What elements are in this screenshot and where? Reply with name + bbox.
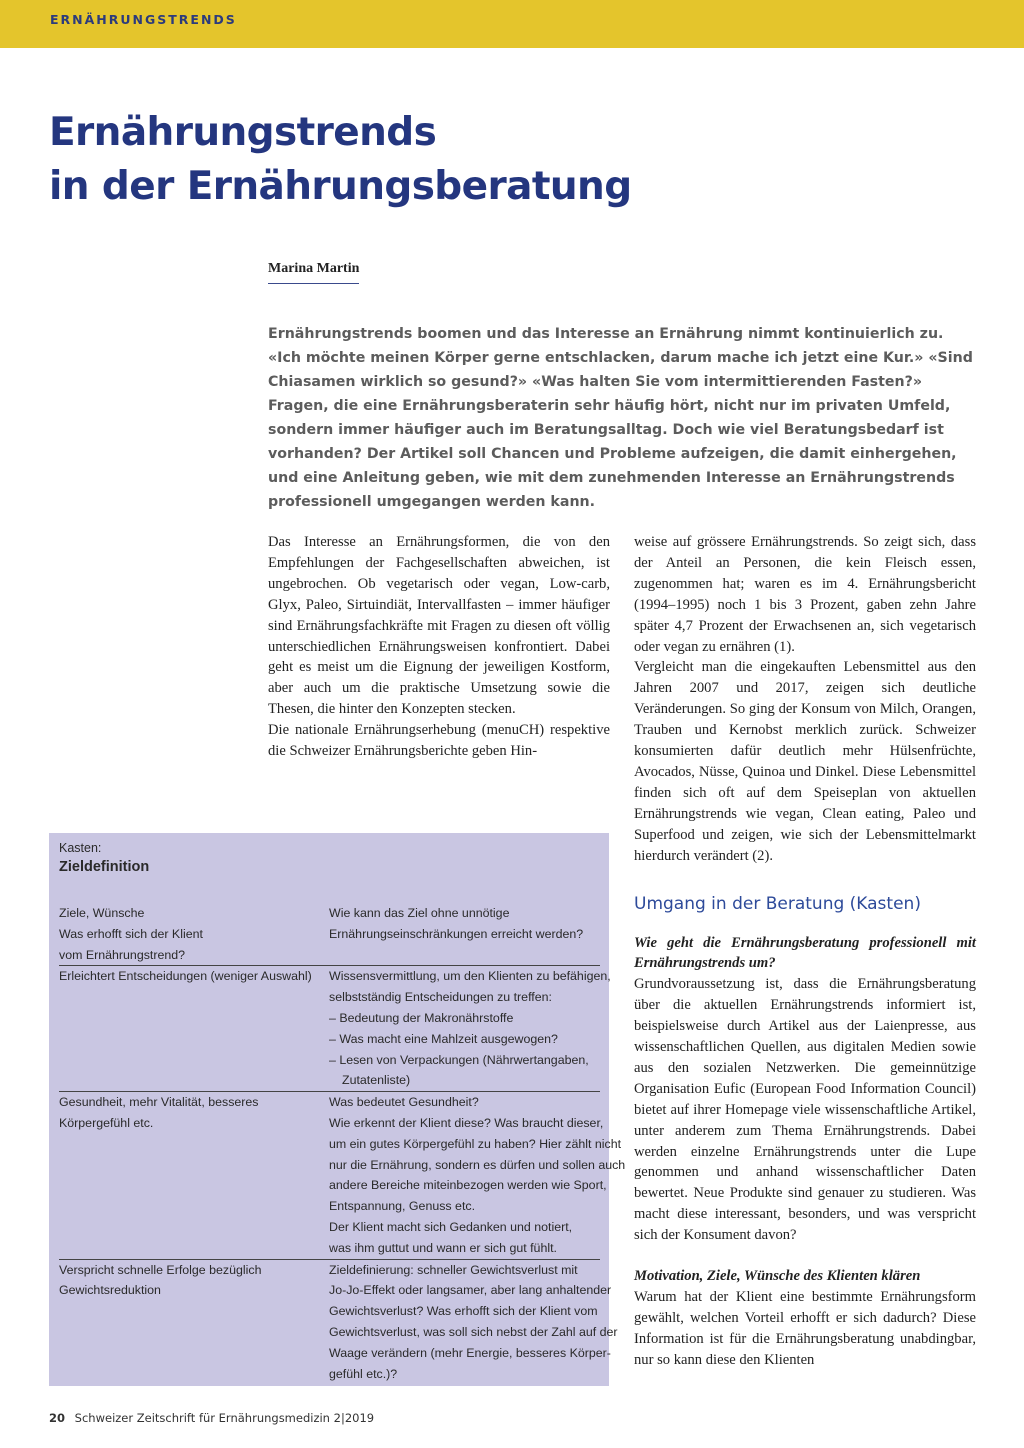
table-cell: Verspricht schnelle Erfolge bezüglich Gewichtsreduktion — [59, 1262, 262, 1298]
title-line-2: in der Ernährungsberatung — [49, 164, 632, 209]
box-title: Zieldefinition — [59, 859, 150, 875]
title-line-1: Ernährungstrends — [49, 110, 437, 155]
right-column — [634, 532, 976, 1371]
body-paragraph: Warum hat der Klient eine bestimmte Ernährungsform gewählt, welchen Vorteil erhofft er sich dadurch? Diese Information ist für die Ernährungsberatung unabdingbar, nur so kann diese den Klienten — [634, 1289, 976, 1368]
left-column — [268, 532, 610, 762]
top-banner — [0, 0, 1024, 48]
journal-name: Schweizer Zeitschrift für Ernährungsmedizin 2|2019 — [74, 1411, 375, 1425]
subheading: Motivation, Ziele, Wünsche des Klienten klären — [634, 1268, 921, 1285]
table-cell: Gesundheit, mehr Vitalität, besseres Körpergefühl etc. — [59, 1095, 259, 1130]
list-item: – Lesen von Verpackungen (Nährwertangaben, Zutatenliste) — [329, 1052, 589, 1088]
table-cell: Zieldefinierung: schneller Gewichtsverlust mit Jo-Jo-Effekt oder langsamer, aber lang anhaltender Gewichtsverlust? Was erhofft sich der Klient vom Gewichtsverlust, was soll sich nebst der Zahl auf der Waage verändern (mehr Energie, besseres Körper- gefühl etc.)? — [329, 1262, 618, 1381]
body-paragraph: Die nationale Ernährungserhebung (menuCH) respektive die Schweizer Ernährungsberichte geben Hin- — [268, 722, 610, 760]
table-row — [59, 966, 611, 1092]
author-name: Marina Martin — [268, 261, 359, 284]
body-paragraph: Vergleicht man die eingekauften Lebensmittel aus den Jahren 2007 und 2017, zeigen sich deutliche Veränderungen. So ging der Konsum von Milch, Orangen, Trauben und Kernobst merklich zurück. Schweizer konsumierten dafür deutlich mehr Hülsenfrüchte, Avocados, Nüsse, Quinoa und Dinkel. Diese Lebensmittel finden sich oft auf dem Speiseplan von aktuellen Ernährungstrends wie vegan, Clean eating, Paleo und Superfood und zeigen, wie sich der Lebensmittelmarkt hierdurch verändert (2). — [634, 659, 976, 864]
table-header-row — [59, 903, 600, 966]
body-paragraph: weise auf grössere Ernährungstrends. So zeigt sich, dass der Anteil an Personen, die kein Fleisch essen, zugenommen hat; waren es im 4. Ernährungsbericht (1994–1995) noch 1 bis 3 Prozent, gaben zehn Jahre später 4,7 Prozent der Erwachsenen an, sich vegetarisch oder vegan zu ernähren (1). — [634, 534, 976, 655]
article-title — [49, 106, 632, 214]
body-paragraph: Das Interesse an Ernährungsformen, die von den Empfehlungen der Fachgesellschaften abweichen, ist ungebrochen. Ob vegetarisch oder vegan, Low-carb, Glyx, Paleo, Sirtuindiät, Intervallfasten – immer häufiger sind Ernährungsfachkräfte mit Fragen zu diesen oft völlig unterschiedlichen Ernährungsweisen konfrontiert. Dabei geht es meist um die Eignung der jeweiligen Kostform, aber auch um die praktische Umsetzung sowie die Thesen, die hinter den Konzepten stecken. — [268, 534, 610, 718]
table-row — [59, 1260, 618, 1385]
list-item: – Was macht eine Mahlzeit ausgewogen? — [329, 1031, 558, 1046]
lead-text: Ernährungstrends boomen und das Interesse an Ernährung nimmt kontinuierlich zu. «Ich möchte meinen Körper gerne entschlacken, darum mache ich jetzt eine Kur.» «Sind Chiasamen wirklich so gesund?» «Was halten Sie vom intermittierenden Fasten?» Fragen, die eine Ernährungsberaterin sehr häufig hört, nicht nur im privaten Umfeld, sondern immer häufiger auch im Beratungsalltag. Doch wie viel Beratungsbedarf ist vorhanden? Der Artikel soll Chancen und Probleme aufzeigen, die damit einhergehen, und eine Anleitung geben, wie mit dem zunehmenden Interesse an Ernährungstrends professionell umgegangen werden kann. — [268, 326, 973, 510]
lead-paragraph — [268, 322, 978, 514]
table-cell: Erleichtert Entscheidungen (weniger Auswahl) — [59, 969, 312, 984]
page-number: 20 — [49, 1411, 66, 1425]
table-row — [59, 1092, 626, 1259]
section-heading: Umgang in der Beratung (Kasten) — [634, 893, 921, 914]
box-table — [59, 903, 626, 1384]
table-cell: Was bedeutet Gesundheit? Wie erkennt der Klient diese? Was braucht dieser, um ein gutes Körpergefühl zu haben? Hier zählt nicht nur die Ernährung, sondern es dürfen und sollen auch andere Bereiche miteinbezogen werden wie Sport, Entspannung, Genuss etc. Der Klient macht sich Gedanken und notiert, was ihm guttut und wann er sich gut fühlt. — [329, 1095, 626, 1255]
header-cell-goals: Ziele, Wünsche Was erhofft sich der Klient vom Ernährungstrend? — [59, 906, 203, 962]
list-item: – Bedeutung der Makronährstoffe — [329, 1010, 514, 1025]
page-footer — [49, 1411, 374, 1425]
body-paragraph: Grundvoraussetzung ist, dass die Ernährungsberatung über die aktuellen Ernährungstrends informiert ist, beispielsweise durch Artikel aus der Laienpresse, aus wissenschaftlichen Quellen, aus digitalen Medien sowie aus den sozialen Netzwerken. Die gemeinnützige Organisation Eufic (European Food Information Council) bietet auf ihrer Homepage viele wissenschaftliche Artikel, unter anderem zum Thema Ernährungstrends. Dabei werden einzelne Ernährungstrends unter die Lupe genommen und anhand wissenschaftlicher Daten bewertet. Neue Produkte sind genauer zu studieren. Was macht diese interessant, besonders, und was verspricht sich der Konsument davon? — [634, 976, 976, 1244]
subheading: Wie geht die Ernährungsberatung professionell mit Ernährungstrends um? — [634, 934, 976, 972]
info-box-zieldefinition — [49, 833, 626, 1386]
box-kicker: Kasten: — [59, 841, 102, 855]
table-cell: Wissensvermittlung, um den Klienten zu befähigen, selbstständig Entscheidungen zu treffen: – Bedeutung der Makronährstoffe – Was macht eine Mahlzeit ausgewogen? – Lesen von Verpackungen (Nährwertangaben, Zutatenliste) — [329, 966, 600, 1091]
header-cell-approach: Wie kann das Ziel ohne unnötige Ernährungseinschränkungen erreicht werden? — [329, 906, 584, 941]
section-label: ERNÄHRUNGSTRENDS — [50, 12, 237, 27]
